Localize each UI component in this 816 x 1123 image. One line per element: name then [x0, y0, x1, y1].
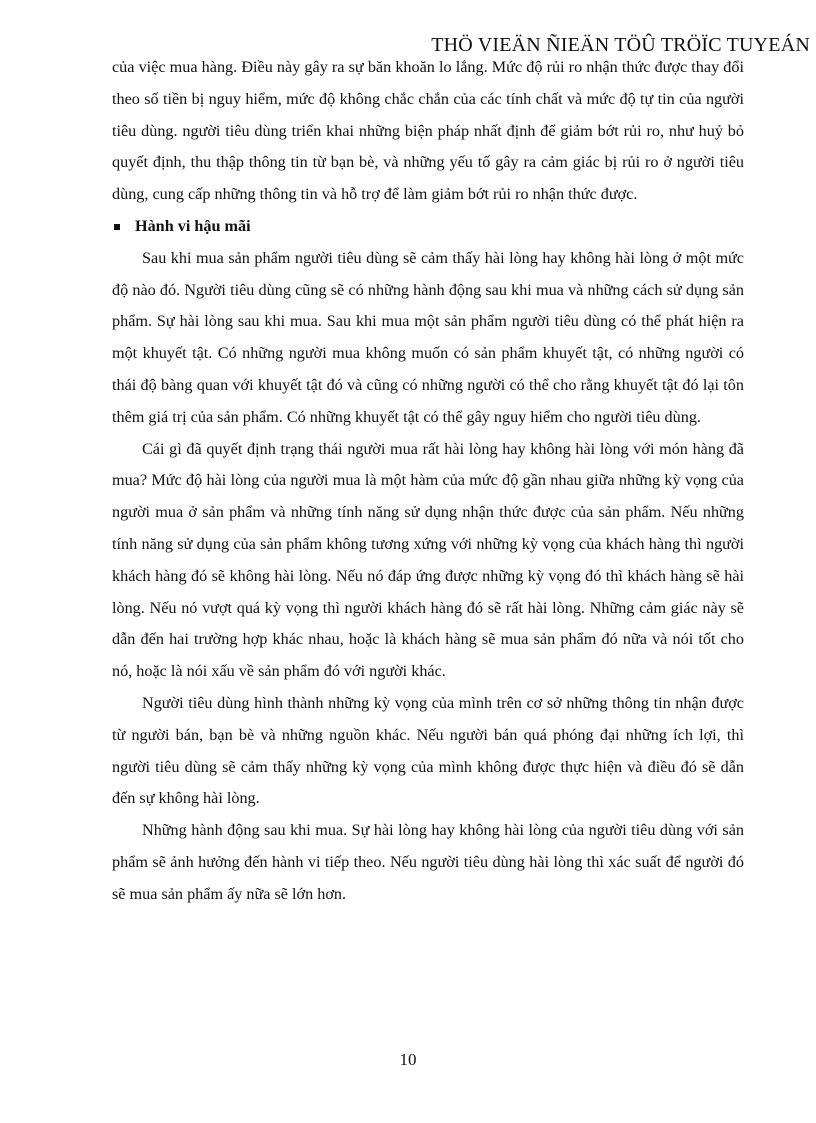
page-number: 10 [399, 1050, 417, 1069]
paragraph-post-purchase-actions: Những hành động sau khi mua. Sự hài lòng hay không hài lòng của người tiêu dùng với sản phẩm sẽ ảnh hưởng đến hành vi tiếp theo. Nếu người tiêu dùng hài lòng thì xác suất để người đó sẽ mua sản phẩm ấy nữa sẽ lớn hơn. [112, 821, 744, 903]
paragraph-satisfaction-level: Cái gì đã quyết định trạng thái người mua rất hài lòng hay không hài lòng với món hàng đã mua? Mức độ hài lòng của người mua là một hàm của mức độ gần nhau giữa những kỳ vọng của người mua ở sản phẩm và những tính năng sử dụng nhận thức được của sản phẩm. Nếu những tính năng sử dụng của sản phẩm không tương xứng với những kỳ vọng của khách hàng thì người khách hàng đó sẽ không hài lòng. Nếu nó đáp ứng được những kỳ vọng đó thì khách hàng sẽ hài lòng. Nếu nó vượt quá kỳ vọng thì người khách hàng đó sẽ rất hài lòng. Những cảm giác này sẽ dẫn đến hai trường hợp khác nhau, hoặc là khách hàng sẽ mua sản phẩm đó nữa và nói tốt cho nó, hoặc là nói xấu về sản phẩm đó với người khác. [112, 439, 744, 681]
square-bullet-icon [114, 224, 120, 230]
section-heading [112, 211, 744, 243]
library-watermark: THÖ VIEÄN ÑIEÄN TÖÛ TRÖÏC TUYEÁN [431, 34, 810, 56]
section-heading-text: Hành vi hậu mãi [135, 216, 251, 235]
document-body [112, 52, 744, 911]
paragraph-expectations: Người tiêu dùng hình thành những kỳ vọng của mình trên cơ sở những thông tin nhận được từ người bán, bạn bè và những nguồn khác. Nếu người bán quá phóng đại những ích lợi, thì người tiêu dùng sẽ cảm thấy những kỳ vọng của mình không được thực hiện và điều đó sẽ dẫn đến sự không hài lòng. [112, 693, 744, 808]
paragraph-after-purchase: Sau khi mua sản phẩm người tiêu dùng sẽ cảm thấy hài lòng hay không hài lòng ở một mức độ nào đó. Người tiêu dùng cũng sẽ có những hành động sau khi mua và những cách sử dụng sản phẩm. Sự hài lòng sau khi mua. Sau khi mua một sản phẩm người tiêu dùng có thể phát hiện ra một khuyết tật. Có những người mua không muốn có sản phẩm khuyết tật, có những người có thái độ bàng quan với khuyết tật đó và cũng có những người có thể cho rằng khuyết tật đó lại tôn thêm giá trị của sản phẩm. Có những khuyết tật có thể gây nguy hiểm cho người tiêu dùng. [112, 248, 744, 426]
continuation-paragraph: của việc mua hàng. Điều này gây ra sự băn khoăn lo lắng. Mức độ rủi ro nhận thức được thay đổi theo số tiền bị nguy hiểm, mức độ không chắc chắn của các tính chất và mức độ tự tin của người tiêu dùng. người tiêu dùng triển khai những biện pháp nhất định để giảm bớt rủi ro, như huỷ bỏ quyết định, thu thập thông tin từ bạn bè, và những yếu tố gây ra cảm giác bị rủi ro ở người tiêu dùng, cung cấp những thông tin và hỗ trợ để làm giảm bớt rủi ro nhận thức được. [112, 58, 744, 204]
